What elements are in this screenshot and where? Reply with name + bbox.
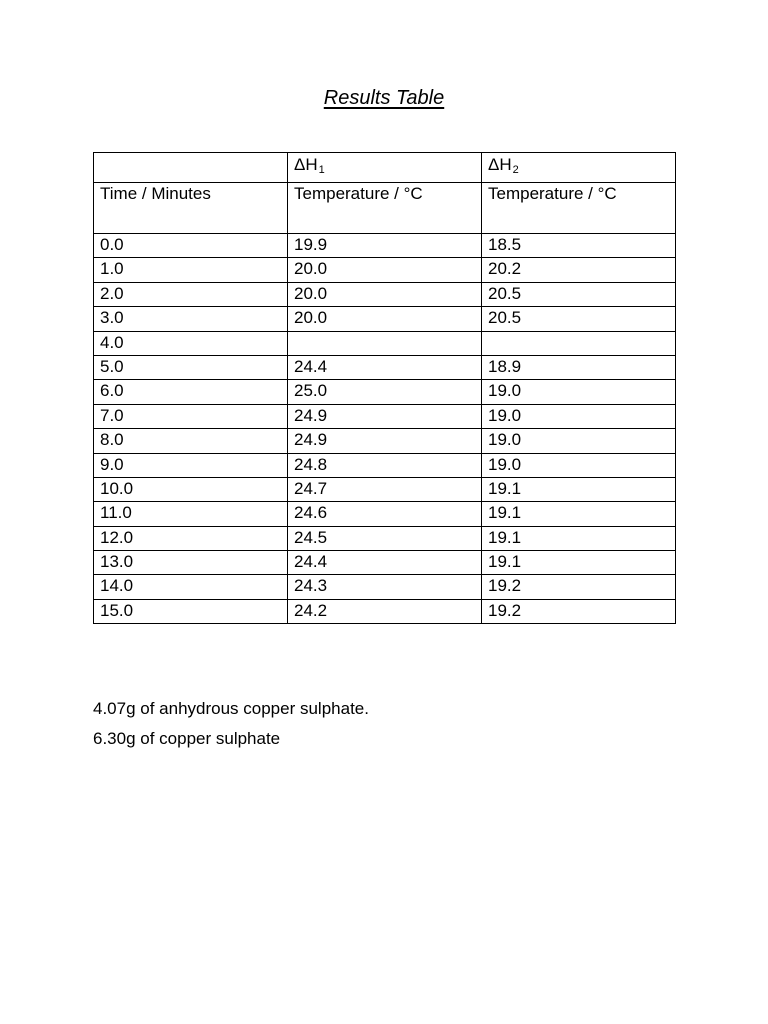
temperature-dh2-cell: 18.9 <box>482 355 676 379</box>
time-cell: 0.0 <box>94 234 288 258</box>
table-row <box>94 380 676 404</box>
temperature-dh2-cell: 19.0 <box>482 404 676 428</box>
temperature-dh2-cell: 19.2 <box>482 599 676 623</box>
temperature-dh2-cell: 20.2 <box>482 258 676 282</box>
table-row <box>94 234 676 258</box>
symbol-cell-dh1 <box>288 153 482 183</box>
time-cell: 2.0 <box>94 282 288 306</box>
table-row <box>94 599 676 623</box>
results-table-body <box>94 153 676 624</box>
time-cell: 8.0 <box>94 429 288 453</box>
column-header-temperature-dh2: Temperature / °C <box>482 183 676 234</box>
time-cell: 9.0 <box>94 453 288 477</box>
temperature-dh2-cell: 19.1 <box>482 502 676 526</box>
time-cell: 3.0 <box>94 307 288 331</box>
temperature-dh1-cell: 24.9 <box>288 404 482 428</box>
temperature-dh1-cell: 24.5 <box>288 526 482 550</box>
time-cell: 14.0 <box>94 575 288 599</box>
symbol-subscript: 1 <box>318 164 325 176</box>
table-row <box>94 502 676 526</box>
table-row <box>94 258 676 282</box>
time-cell: 6.0 <box>94 380 288 404</box>
table-row <box>94 355 676 379</box>
temperature-dh1-cell: 24.8 <box>288 453 482 477</box>
symbol-cell-dh2 <box>482 153 676 183</box>
table-header-row <box>94 183 676 234</box>
symbol-cell-time <box>94 153 288 183</box>
temperature-dh1-cell: 24.3 <box>288 575 482 599</box>
time-cell: 11.0 <box>94 502 288 526</box>
note-hydrated-mass: 6.30g of copper sulphate <box>93 729 281 748</box>
table-row <box>94 429 676 453</box>
temperature-dh2-cell: 19.1 <box>482 526 676 550</box>
time-cell: 4.0 <box>94 331 288 355</box>
symbol-subscript: 2 <box>512 164 519 176</box>
time-cell: 13.0 <box>94 551 288 575</box>
symbol-main: ΔH <box>488 155 512 174</box>
page-title: Results Table <box>323 87 445 109</box>
temperature-dh2-cell: 19.0 <box>482 380 676 404</box>
column-header-temperature-dh1: Temperature / °C <box>288 183 482 234</box>
table-row <box>94 307 676 331</box>
time-cell: 1.0 <box>94 258 288 282</box>
temperature-dh2-cell: 20.5 <box>482 282 676 306</box>
temperature-dh2-cell: 19.1 <box>482 477 676 501</box>
temperature-dh1-cell: 24.9 <box>288 429 482 453</box>
symbol-main: ΔH <box>294 155 318 174</box>
note-anhydrous-mass: 4.07g of anhydrous copper sulphate. <box>93 699 369 718</box>
temperature-dh1-cell <box>288 331 482 355</box>
temperature-dh1-cell: 24.7 <box>288 477 482 501</box>
temperature-dh1-cell: 20.0 <box>288 307 482 331</box>
temperature-dh1-cell: 19.9 <box>288 234 482 258</box>
temperature-dh2-cell <box>482 331 676 355</box>
results-table <box>93 152 676 624</box>
time-cell: 15.0 <box>94 599 288 623</box>
temperature-dh1-cell: 25.0 <box>288 380 482 404</box>
temperature-dh1-cell: 20.0 <box>288 258 482 282</box>
temperature-dh1-cell: 24.4 <box>288 355 482 379</box>
temperature-dh2-cell: 19.2 <box>482 575 676 599</box>
time-cell: 10.0 <box>94 477 288 501</box>
temperature-dh1-cell: 24.2 <box>288 599 482 623</box>
temperature-dh1-cell: 20.0 <box>288 282 482 306</box>
time-cell: 12.0 <box>94 526 288 550</box>
table-row <box>94 526 676 550</box>
table-row <box>94 404 676 428</box>
table-row-symbols <box>94 153 676 183</box>
table-row <box>94 331 676 355</box>
temperature-dh2-cell: 20.5 <box>482 307 676 331</box>
column-header-time: Time / Minutes <box>94 183 288 234</box>
temperature-dh2-cell: 19.0 <box>482 453 676 477</box>
temperature-dh1-cell: 24.4 <box>288 551 482 575</box>
table-row <box>94 575 676 599</box>
table-row <box>94 551 676 575</box>
temperature-dh2-cell: 19.0 <box>482 429 676 453</box>
temperature-dh2-cell: 18.5 <box>482 234 676 258</box>
table-row <box>94 477 676 501</box>
time-cell: 7.0 <box>94 404 288 428</box>
time-cell: 5.0 <box>94 355 288 379</box>
table-row <box>94 282 676 306</box>
table-row <box>94 453 676 477</box>
temperature-dh2-cell: 19.1 <box>482 551 676 575</box>
temperature-dh1-cell: 24.6 <box>288 502 482 526</box>
